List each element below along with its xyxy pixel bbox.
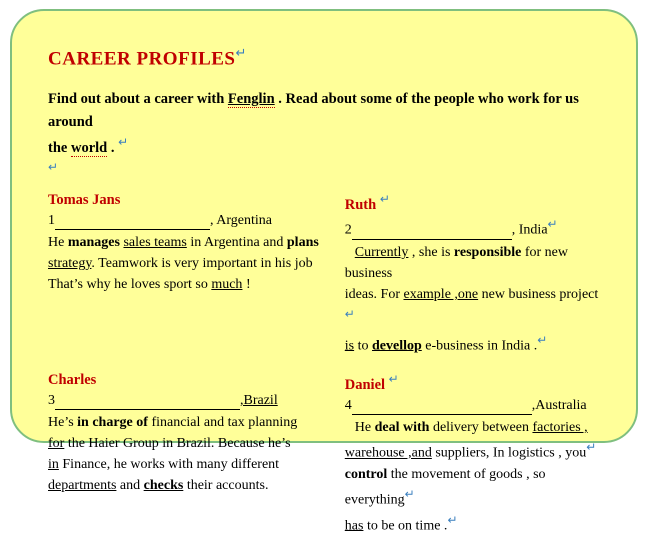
- profile-name: Tomas Jans: [48, 192, 323, 209]
- profile-answer-line[interactable]: 2 , India↵: [345, 217, 610, 240]
- pilcrow-mark-icon: ↵: [447, 513, 457, 527]
- profile-body: [345, 417, 610, 536]
- pilcrow-mark-icon: ↵: [118, 135, 128, 149]
- profile-body-line: departments and checks their accounts.: [48, 475, 323, 496]
- card-content: [36, 33, 618, 427]
- pilcrow-mark-icon: ↵: [380, 192, 390, 206]
- profile-answer-line[interactable]: 1 , Argentina: [48, 213, 323, 230]
- intro-word-world: world: [71, 140, 107, 157]
- profiles-grid: [36, 192, 618, 536]
- pilcrow-mark-icon: ↵: [389, 372, 399, 386]
- profile-body-line: That’s why he loves sport so much !: [48, 274, 323, 295]
- pilcrow-mark-icon: ↵: [548, 217, 558, 231]
- pilcrow-mark-icon: ↵: [537, 333, 547, 347]
- profile-body: [48, 412, 323, 496]
- pilcrow-mark-icon: ↵: [48, 160, 58, 174]
- brand-name-fenglin: Fenglin: [228, 91, 275, 108]
- spacer: [36, 160, 618, 176]
- intro-line-1: Find out about a career with Fenglin . Read about some of the people who work for us around: [48, 88, 608, 133]
- profile-body: [48, 232, 323, 295]
- profile-body-line: ideas. For example ,one new business project ↵: [345, 284, 610, 331]
- intro-line-2: the world . ↵: [48, 133, 608, 159]
- page-title-text: CAREER PROFILES: [48, 48, 236, 69]
- profile-body: [345, 242, 610, 356]
- profile-card-tomas: [48, 192, 331, 357]
- pilcrow-mark-icon: ↵: [586, 440, 596, 454]
- profile-body-line: for the Haier Group in Brazil. Because he’s: [48, 433, 323, 454]
- profiles-row: [48, 372, 618, 536]
- profile-answer-line[interactable]: 4 ,Australia: [345, 398, 610, 415]
- answer-blank[interactable]: [55, 393, 240, 410]
- profile-body-line: has to be on time .↵: [345, 511, 610, 536]
- rounded-note-card: [10, 9, 638, 443]
- profiles-row: [48, 192, 618, 357]
- answer-blank[interactable]: [55, 213, 210, 230]
- pilcrow-mark-icon: ↵: [345, 307, 355, 321]
- profile-name: Ruth ↵: [345, 192, 610, 214]
- profile-body-line: is to devellop e-business in India .↵: [345, 331, 610, 357]
- pilcrow-mark-icon: ↵: [236, 45, 247, 60]
- profile-answer-line[interactable]: 3 ,Brazil: [48, 393, 323, 410]
- pilcrow-mark-icon: ↵: [405, 487, 415, 501]
- profile-body-line: warehouse ,and suppliers, In logistics , you↵: [345, 438, 610, 464]
- profile-body-line: He’s in charge of financial and tax planning: [48, 412, 323, 433]
- answer-blank[interactable]: [352, 398, 532, 415]
- profile-body-line: Currently , she is responsible for new business: [345, 242, 610, 284]
- profile-body-line: control the movement of goods , so everything↵: [345, 464, 610, 511]
- profile-body-line: in Finance, he works with many different: [48, 454, 323, 475]
- page-title: [48, 45, 618, 70]
- profile-card-ruth: [331, 192, 618, 357]
- answer-blank[interactable]: [352, 223, 512, 240]
- profile-card-charles: [48, 372, 331, 536]
- profile-body-line: strategy. Teamwork is very important in his job: [48, 253, 323, 274]
- spacer: [36, 356, 618, 372]
- intro-paragraph: [48, 88, 608, 159]
- profile-name: Charles: [48, 372, 323, 389]
- profile-card-daniel: [331, 372, 618, 536]
- profile-body-line: He deal with delivery between factories ,: [345, 417, 610, 438]
- profile-body-line: He manages sales teams in Argentina and plans: [48, 232, 323, 253]
- profile-name: Daniel ↵: [345, 372, 610, 394]
